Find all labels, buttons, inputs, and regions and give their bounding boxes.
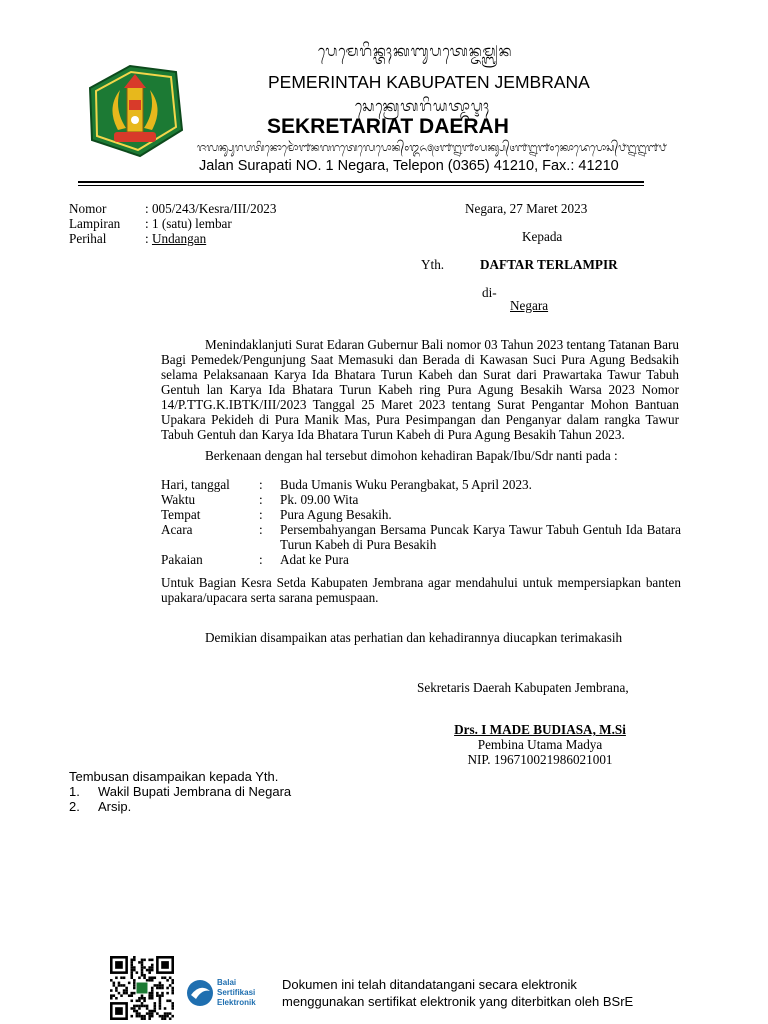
tembusan-list (69, 784, 291, 814)
detail-colon: : (259, 492, 263, 507)
jembrana-coat-of-arms-logo (80, 60, 190, 160)
detail-colon: : (259, 477, 263, 492)
office-address: Jalan Surapati NO. 1 Negara, Telepon (0365) 41210, Fax.: 41210 (199, 158, 619, 174)
detail-value: Pura Agung Besakih. (280, 507, 392, 522)
recipient-place: Negara (510, 298, 549, 313)
recipient-di: di- (482, 285, 497, 300)
event-detail-row (161, 522, 681, 552)
bsre-logo-text-3: Elektronik (217, 998, 256, 1007)
balinese-script-line-2: ᬲᬾᬓ᭄ᬭᬾᬢᬭᬶᬬᬢ᭄ᬤᬵᬋᬄ (355, 97, 491, 115)
nomor-label: Nomor (69, 201, 107, 216)
letterhead-rule-thick (78, 181, 644, 183)
event-detail-row (161, 477, 681, 492)
tembusan-block (69, 769, 291, 814)
detail-value: Adat ke Pura (280, 552, 349, 567)
event-detail-row (161, 507, 681, 522)
office-name: SEKRETARIAT DAERAH (267, 115, 509, 138)
tembusan-item (69, 784, 291, 799)
lampiran-value: : 1 (satu) lembar (145, 216, 232, 231)
signer-position: Sekretaris Daerah Kabupaten Jembrana, (417, 680, 629, 695)
recipient-name: DAFTAR TERLAMPIR (480, 257, 618, 272)
esign-notice-line-2: menggunakan sertifikat elektronik yang diterbitkan oleh BSrE (282, 994, 634, 1009)
balinese-script-line-1: ᬧᬾᬫᬾᬭᬶᬦ᭄ᬢᬄᬓᬩᬸᬧᬢᬾᬦ᭄ᬚᬫ᭄ᬩ᭄ᬭᬦ (318, 42, 513, 60)
tembusan-item-text: Arsip. (98, 799, 132, 814)
nomor-row (69, 201, 276, 216)
government-name: PEMERINTAH KABUPATEN JEMBRANA (268, 72, 590, 92)
perihal-row (69, 231, 276, 246)
esign-notice-line-1: Dokumen ini telah ditandatangani secara elektronik (282, 977, 577, 992)
detail-colon: : (259, 507, 263, 522)
bsre-logo-text-2: Sertifikasi (217, 988, 256, 997)
berkenaan-text: Berkenaan dengan hal tersebut dimohon kehadiran Bapak/Ibu/Sdr nanti pada : (205, 448, 618, 463)
qr-code (110, 956, 174, 1020)
esign-notice (282, 976, 633, 1010)
kepada-label: Kepada (522, 229, 563, 244)
signer-nip: NIP. 196710021986021001 (467, 752, 613, 767)
perihal-value: Undangan (151, 231, 207, 246)
detail-value: Buda Umanis Wuku Perangbakat, 5 April 2023. (280, 477, 532, 492)
nomor-value: : 005/243/Kesra/III/2023 (145, 201, 277, 216)
event-detail-row (161, 492, 681, 507)
tembusan-item-number: 2. (69, 799, 80, 814)
lampiran-row (69, 216, 276, 231)
signature-block (440, 722, 640, 767)
tembusan-item-text: Wakil Bupati Jembrana di Negara (98, 784, 292, 799)
detail-key: Pakaian (161, 552, 203, 567)
event-details-table (161, 477, 681, 567)
signer-name: Drs. I MADE BUDIASA, M.Si (454, 722, 626, 737)
detail-key: Tempat (161, 507, 201, 522)
balinese-script-line-3: ᬚᬮᬦ᭄ᬲᬸᬭᬧᬢᬶᬦᭀᬫᭀᬃ᭑ᬦᬕᬭᬢᬾᬮᬾᬧᭀᬦ᭄᭐᭓᭖᭕᭔᭑᭒᭑᭐ᬧᬓ᭄ᬲ᭄᭔᭑᭒᭑᭐ᬓᭀᬤᬾᬧᭀᬲ᭄᭘᭒᭒᭑᭘ (197, 142, 667, 154)
detail-key: Waktu (161, 492, 196, 507)
untuk-paragraph: Untuk Bagian Kesra Setda Kabupaten Jembrana agar mendahului untuk mempersiapkan banten upakara/upacara serta sarana pemuspaan. (161, 575, 681, 605)
detail-colon: : (259, 522, 263, 537)
tembusan-item-number: 1. (69, 784, 80, 799)
detail-colon: : (259, 552, 263, 567)
lampiran-label: Lampiran (69, 216, 121, 231)
tembusan-item (69, 799, 291, 814)
event-detail-row (161, 552, 681, 567)
bsre-logo-text-1: Balai (217, 978, 237, 987)
detail-key: Acara (161, 522, 193, 537)
perihal-colon: : (145, 231, 152, 246)
place-date: Negara, 27 Maret 2023 (465, 201, 588, 216)
yth-label: Yth. (421, 257, 445, 272)
letterhead-rule-thin (78, 185, 644, 186)
letter-meta (69, 201, 276, 246)
detail-key: Hari, tanggal (161, 477, 230, 492)
body-paragraph: Menindaklanjuti Surat Edaran Gubernur Bali nomor 03 Tahun 2023 tentang Tatanan Baru Bagi Pemedek/Pengunjung Saat Memasuki dan Berada di Kawasan Suci Pura Agung Bedsakih selama Pelaksanaan Karya Ida Bhatara Turun Kabeh dan Surat dari Prawartaka Tawur Tabuh Gentuh lan Karya Ida Bhatara Turun Kabeh ring Pura Agung Besakih Warsa 2023 Nomor 14/P.TTG.K.IBTK/III/2023 Tanggal 25 Maret 2023 tentang Surat Pengantar Mohon Bantuan Upakara Pekideh di Pura Manik Mas, Pura Pesimpangan dan Penganyar dalam rangka Tawur Tabuh Gentuh dan Karya Ida Bhatara Turun Kabeh di Pura Agung Besakih Tahun 2023. (161, 337, 679, 442)
tembusan-heading: Tembusan disampaikan kepada Yth. (69, 769, 279, 784)
bsre-logo (186, 973, 286, 1013)
signer-rank: Pembina Utama Madya (477, 737, 603, 752)
event-details-body (161, 477, 681, 567)
detail-value: Persembahyangan Bersama Puncak Karya Tawur Tabuh Gentuh Ida Batara Turun Kabeh di Pura Besakih (280, 522, 681, 552)
detail-value: Pk. 09.00 Wita (280, 492, 359, 507)
perihal-label: Perihal (69, 231, 107, 246)
closing-text: Demikian disampaikan atas perhatian dan kehadirannya diucapkan terimakasih (205, 630, 623, 645)
